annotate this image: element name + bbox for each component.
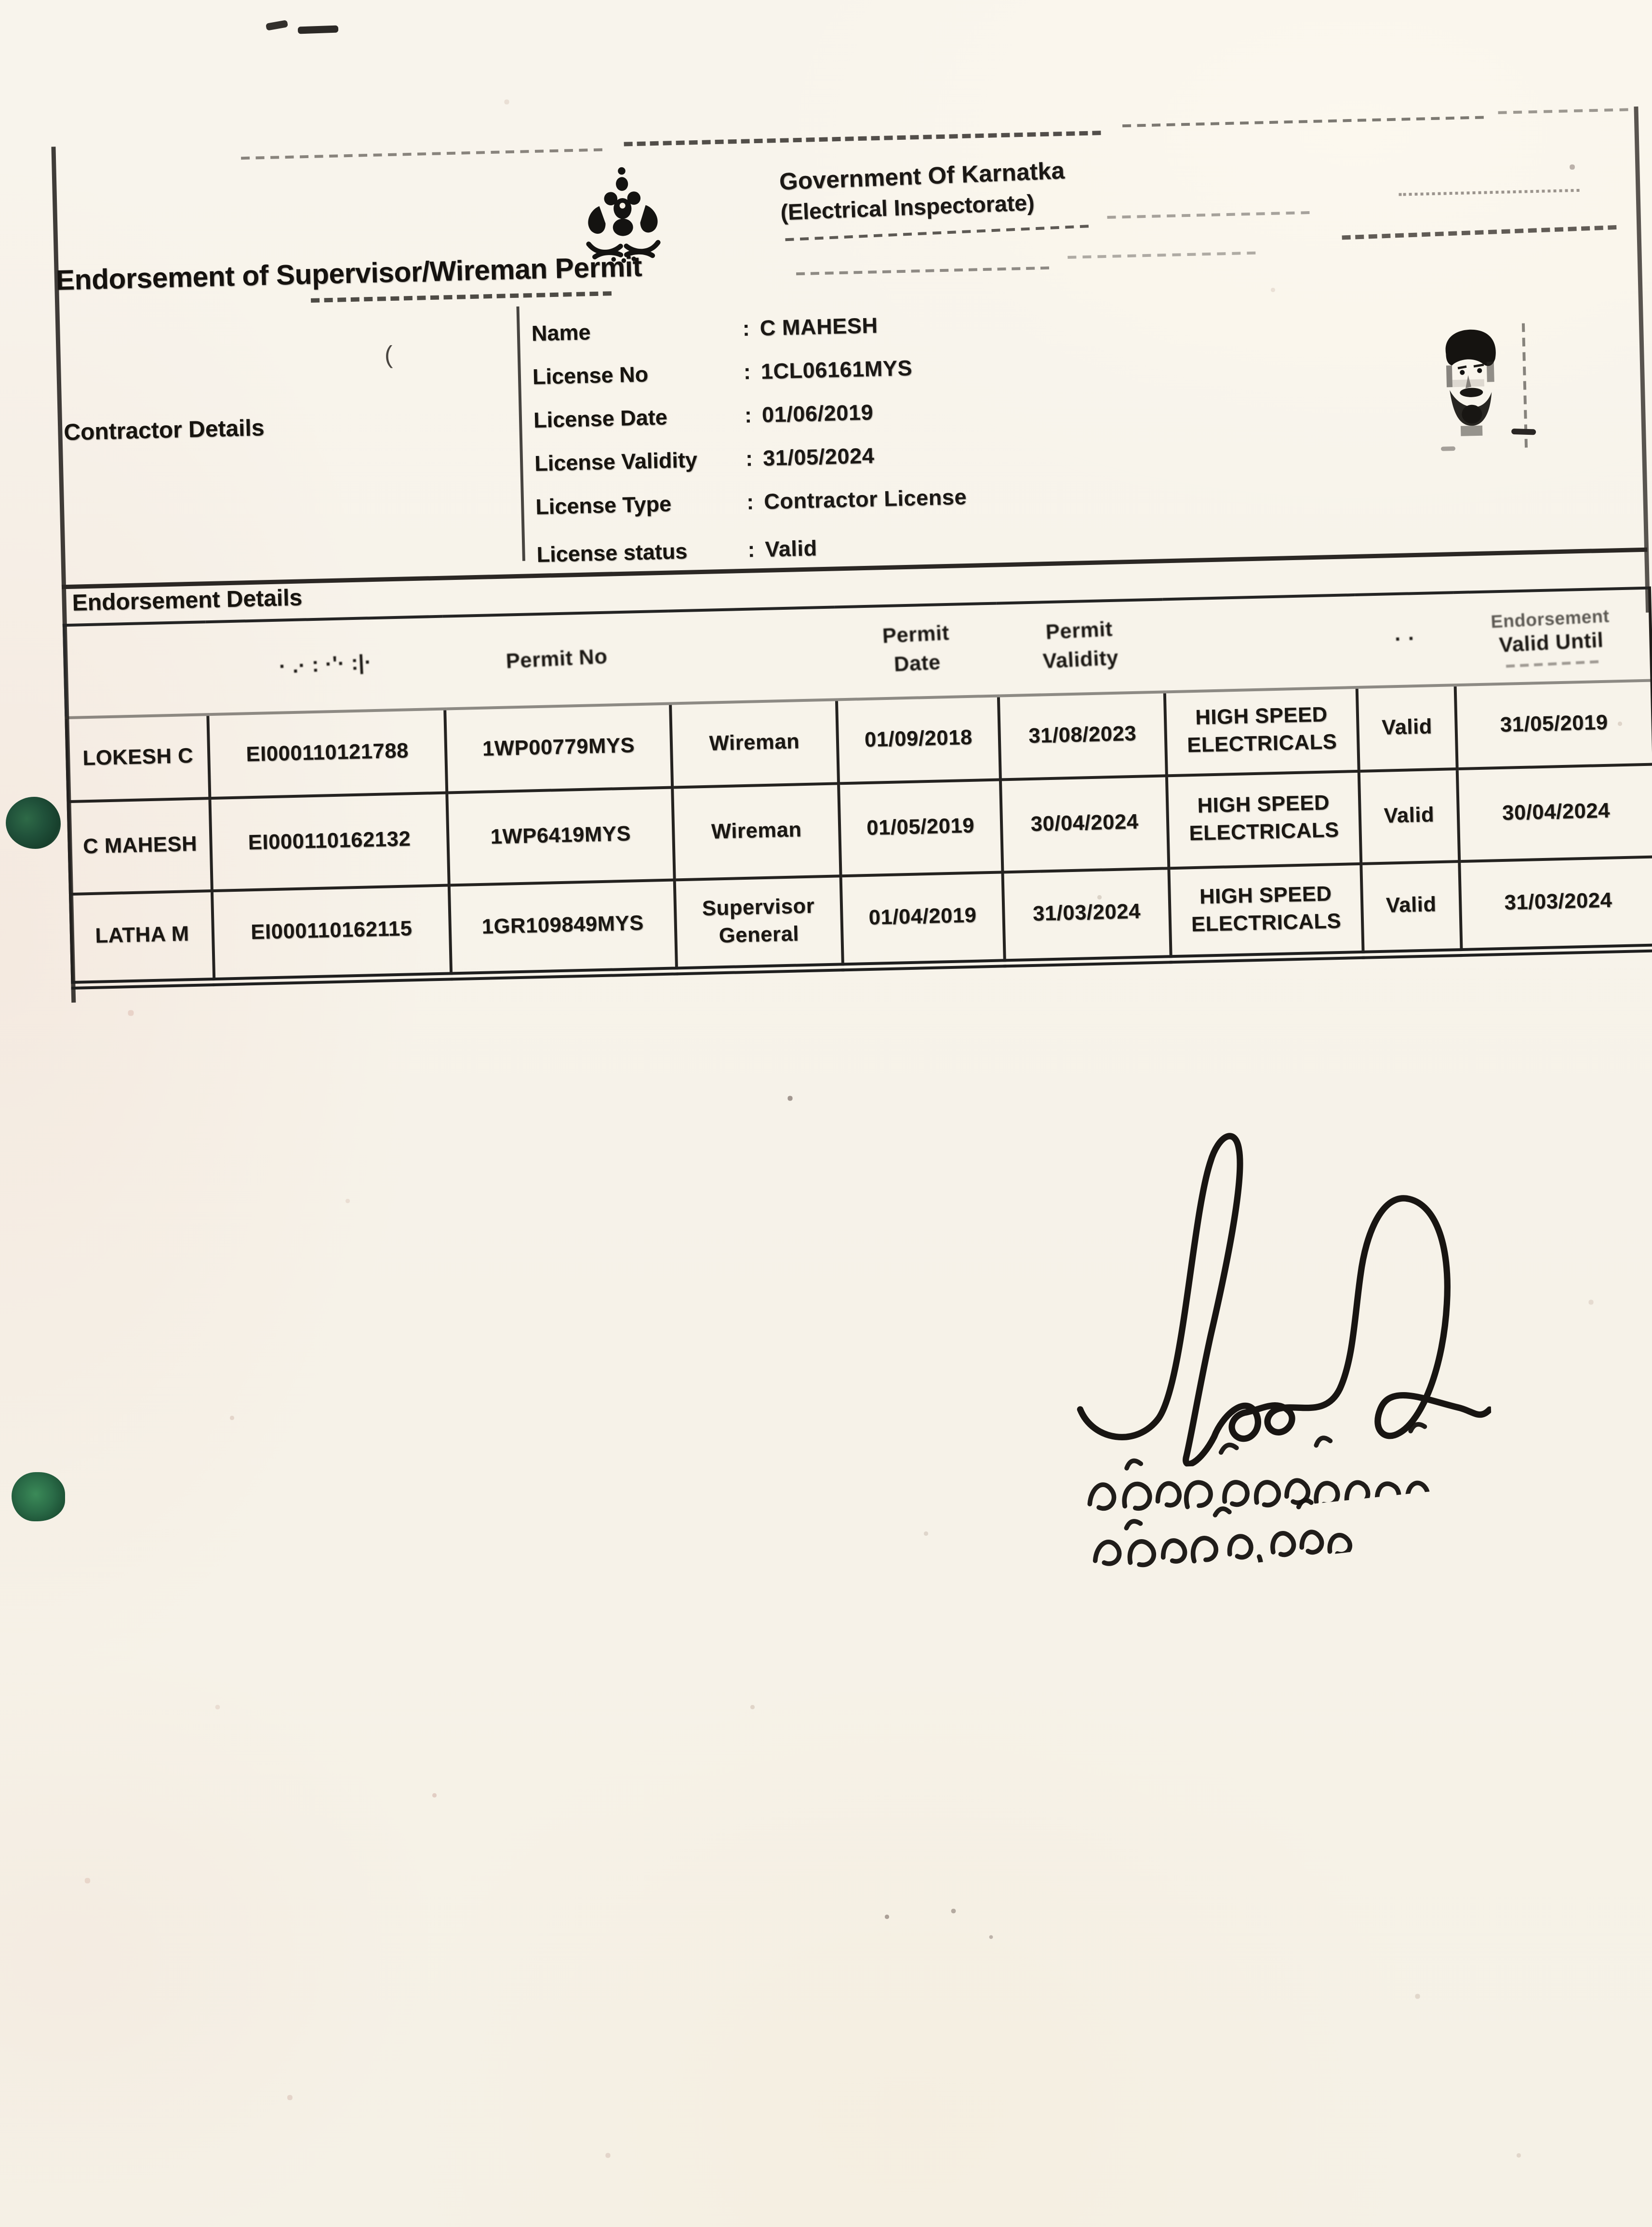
field-label: License Type bbox=[535, 491, 672, 520]
form-right-border bbox=[1634, 107, 1650, 613]
header-valid-until: Endorsement Valid Until bbox=[1453, 588, 1652, 685]
contractor-divider-line bbox=[517, 307, 526, 561]
cell-valid-until: 31/05/2019 bbox=[1455, 680, 1652, 769]
contractor-section-label: Contractor Details bbox=[63, 416, 265, 446]
scan-dash-line bbox=[1342, 225, 1617, 240]
scan-dash-line bbox=[311, 291, 612, 303]
cell-permit-date: 01/09/2018 bbox=[837, 696, 1000, 784]
cell-firm: HIGH SPEED ELECTRICALS bbox=[1169, 864, 1363, 959]
green-punch-dot bbox=[6, 797, 61, 849]
stray-mark bbox=[1441, 446, 1455, 450]
stray-mark bbox=[1511, 429, 1536, 434]
field-label: License status bbox=[536, 539, 688, 567]
cell-holder-id: EI000110162115 bbox=[212, 885, 451, 982]
permit-form bbox=[53, 141, 1652, 1010]
portrait-photo bbox=[1434, 324, 1505, 441]
scan-dash-line bbox=[785, 225, 1089, 241]
cell-designation: Wireman bbox=[672, 783, 840, 880]
field-value: 1CL06161MYS bbox=[760, 356, 913, 384]
cell-holder-name: C MAHESH bbox=[68, 798, 212, 894]
header-firm bbox=[1162, 595, 1357, 692]
cell-status: Valid bbox=[1361, 861, 1461, 955]
field-separator: : bbox=[747, 537, 756, 563]
scan-dash-line bbox=[1067, 252, 1255, 259]
signature bbox=[1046, 1080, 1493, 1471]
cell-holder-name: LOKESH C bbox=[66, 714, 210, 802]
cell-holder-name: LATHA M bbox=[70, 891, 214, 985]
cell-valid-until: 31/03/2024 bbox=[1459, 857, 1652, 953]
karnataka-emblem-icon bbox=[578, 163, 667, 266]
cell-firm: HIGH SPEED ELECTRICALS bbox=[1165, 687, 1359, 776]
header-designation bbox=[668, 607, 837, 703]
cell-permit-no: 1WP00779MYS bbox=[445, 704, 672, 793]
authority-name: Government Of Karnatka bbox=[779, 158, 1066, 196]
endorsement-section-label: Endorsement Details bbox=[72, 586, 303, 617]
header-status: · · bbox=[1355, 592, 1455, 687]
authority-header bbox=[779, 157, 1066, 229]
scan-dot-line bbox=[1399, 189, 1580, 196]
paper-speckles bbox=[0, 0, 2, 2]
cell-valid-until: 30/04/2024 bbox=[1457, 764, 1652, 861]
field-label: License Validity bbox=[534, 447, 698, 476]
field-separator: : bbox=[745, 446, 753, 471]
cell-permit-validity: 31/08/2023 bbox=[999, 692, 1167, 779]
stray-mark: ( bbox=[384, 341, 393, 369]
cell-permit-validity: 31/03/2024 bbox=[1002, 868, 1171, 963]
contractor-fields bbox=[531, 302, 969, 577]
form-top-border bbox=[241, 148, 602, 160]
page-title: Endorsement of Supervisor/Wireman Permit bbox=[55, 251, 642, 297]
field-separator: : bbox=[742, 316, 750, 341]
field-label: Name bbox=[531, 320, 591, 346]
green-punch-dot bbox=[12, 1472, 65, 1521]
cell-permit-no: 1GR109849MYS bbox=[449, 880, 677, 976]
cell-holder-id: EI000110121788 bbox=[208, 709, 447, 799]
stray-mark bbox=[298, 26, 338, 33]
cell-permit-validity: 30/04/2024 bbox=[1000, 776, 1169, 872]
cell-permit-no: 1WP6419MYS bbox=[447, 788, 674, 885]
cell-designation: Wireman bbox=[670, 699, 839, 787]
field-separator: : bbox=[743, 359, 751, 385]
form-top-border bbox=[1122, 116, 1484, 127]
field-value: Contractor License bbox=[763, 484, 967, 514]
field-value: C MAHESH bbox=[759, 313, 879, 341]
header-permit-date: Permit Date bbox=[834, 604, 998, 700]
header-holder-id: · .· : ·'· :|· bbox=[206, 617, 445, 715]
header-permit-validity: Permit Validity bbox=[996, 599, 1164, 696]
field-value: 01/06/2019 bbox=[761, 400, 874, 428]
scan-dash-line bbox=[1107, 211, 1309, 219]
form-top-border bbox=[624, 131, 1101, 146]
field-label: License Date bbox=[533, 405, 668, 433]
field-separator: : bbox=[746, 489, 754, 515]
stray-mark bbox=[266, 20, 288, 31]
cell-status: Valid bbox=[1357, 685, 1457, 771]
form-top-border bbox=[1498, 108, 1628, 114]
field-value: Valid bbox=[764, 536, 818, 562]
cell-status: Valid bbox=[1359, 769, 1459, 864]
field-value: 31/05/2024 bbox=[762, 443, 875, 471]
cell-permit-date: 01/04/2019 bbox=[841, 872, 1005, 967]
cell-holder-id: EI000110162132 bbox=[210, 793, 449, 891]
endorsement-table bbox=[63, 586, 1652, 990]
cell-firm: HIGH SPEED ELECTRICALS bbox=[1167, 771, 1361, 868]
field-separator: : bbox=[744, 402, 752, 428]
scan-dash-line bbox=[796, 267, 1049, 275]
field-label: License No bbox=[532, 362, 649, 389]
cell-designation: Supervisor General bbox=[675, 876, 843, 971]
authority-department: (Electrical Inspectorate) bbox=[780, 191, 1035, 226]
cell-permit-date: 01/05/2019 bbox=[839, 779, 1002, 876]
header-holder-name bbox=[64, 622, 208, 718]
header-permit-no: Permit No bbox=[443, 611, 670, 709]
